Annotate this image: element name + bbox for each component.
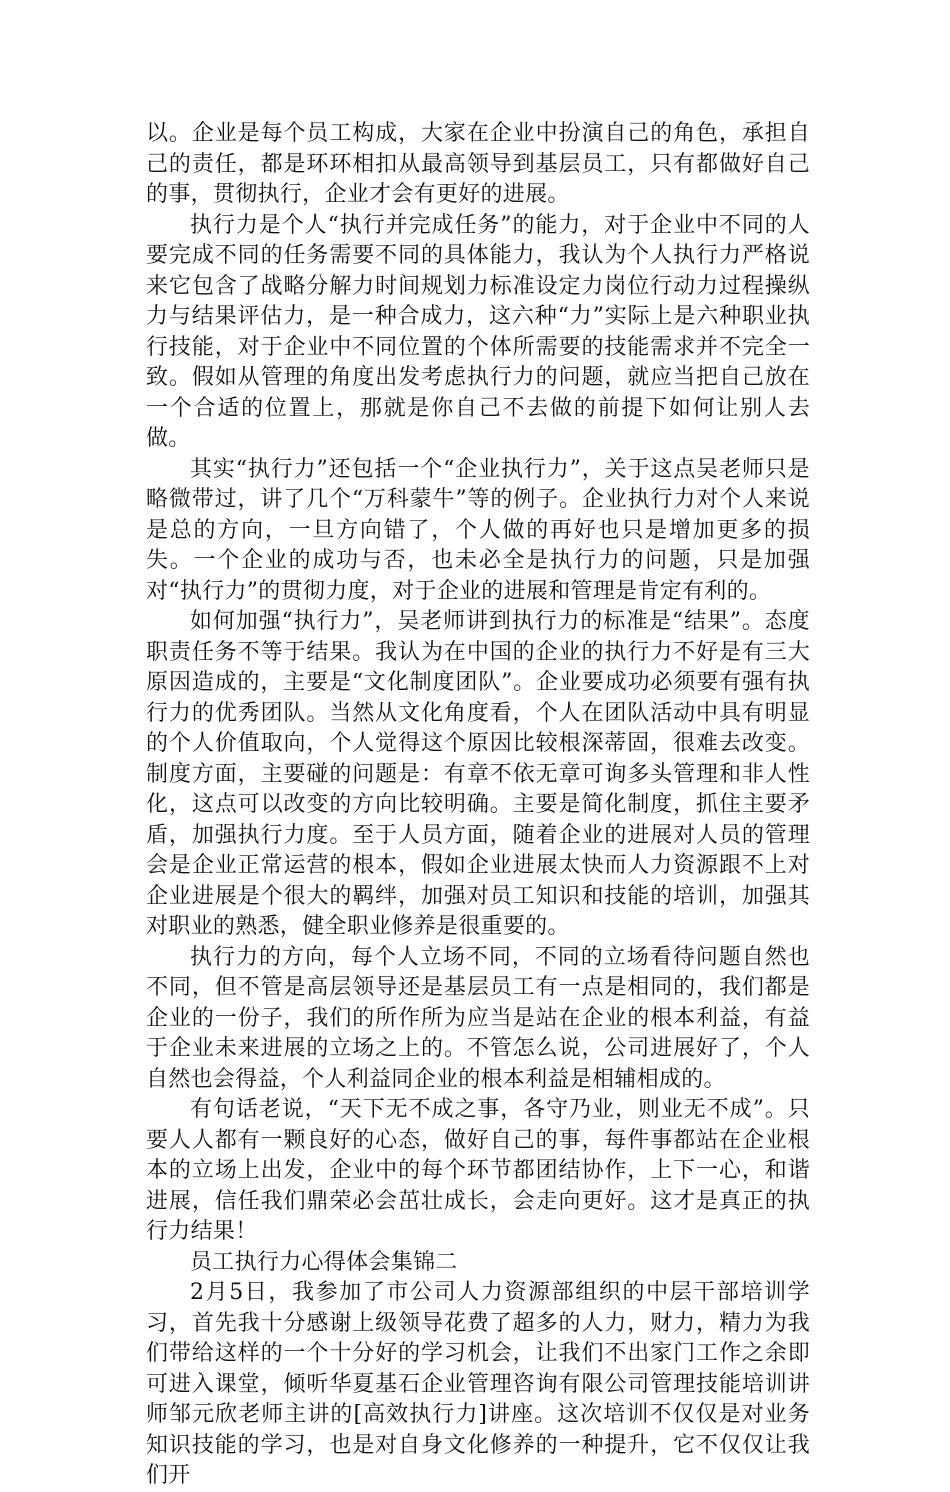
paragraph: 有句话老说，“天下无不成之事，各守乃业，则业无不成”。只要人人都有一颗良好的心态，做好自己的事，每件事都站在企业根本的立场上出发，企业中的每个环节都团结协作，上下一心，和谐进展，信任我们鼎荣必会茁壮成长，会走向更好。这才是真正的执行力结果！ — [146, 1097, 810, 1244]
section-heading: 员工执行力心得体会集锦二 — [190, 1249, 458, 1275]
paragraph: 执行力是个人“执行并完成任务”的能力，对于企业中不同的人要完成不同的任务需要不同的具体能力，我认为个人执行力严格说来它包含了战略分解力时间规划力标准设定力岗位行动力过程操纵力与结果评估力，是一种合成力，这六种“力”实际上是六种职业执行技能，对于企业中不同位置的个体所需要的技能需求并不完全一致。假如从管理的角度出发考虑执行力的问题，就应当把自己放在一个合适的位置上，那就是你自己不去做的前提下如何让别人去做。 — [146, 212, 810, 451]
paragraph: 以。企业是每个员工构成，大家在企业中扮演自己的角色，承担自己的责任，都是环环相扣从最高领导到基层员工，只有都做好自己的事，贯彻执行，企业才会有更好的进展。 — [146, 121, 810, 207]
paragraph: 执行力的方向，每个人立场不同，不同的立场看待问题自然也不同，但不管是高层领导还是基层员工有一点是相同的，我们都是企业的一份子，我们的所作所为应当是站在企业的根本利益，有益于企业未来进展的立场之上的。不管怎么说，公司进展好了，个人自然也会得益，个人利益同企业的根本利益是相辅相成的。 — [146, 944, 810, 1092]
paragraph: 2月5日，我参加了市公司人力资源部组织的中层干部培训学习，首先我十分感谢上级领导花费了超多的人力，财力，精力为我们带给这样的一个十分好的学习机会，让我们不出家门工作之余即可进入课堂，倾听华夏基石企业管理咨询有限公司管理技能培训讲师邹元欣老师主讲的[高效执行力]讲座。这次培训不仅仅是对业务知识技能的学习，也是对自身文化修养的一种提升，它不仅仅让我们开 — [146, 1280, 810, 1488]
document-body — [146, 119, 810, 1492]
paragraph: 如何加强“执行力”，吴老师讲到执行力的标准是“结果”。态度职责任务不等于结果。我认为在中国的企业的执行力不好是有三大原因造成的，主要是“文化制度团队”。企业要成功必须要有强有执行力的优秀团队。当然从文化角度看，个人在团队活动中具有明显的个人价值取向，个人觉得这个原因比较根深蒂固，很难去改变。制度方面，主要碰的问题是：有章不依无章可询多头管理和非人性化，这点可以改变的方向比较明确。主要是简化制度，抓住主要矛盾，加强执行力度。至于人员方面，随着企业的进展对人员的管理会是企业正常运营的根本，假如企业进展太快而人力资源跟不上对企业进展是个很大的羁绊，加强对员工知识和技能的培训，加强其对职业的熟悉，健全职业修养是很重要的。 — [146, 609, 810, 939]
paragraph: 其实“执行力”还包括一个“企业执行力”，关于这点吴老师只是略微带过，讲了几个“万科蒙牛”等的例子。企业执行力对个人来说是总的方向，一旦方向错了，个人做的再好也只是增加更多的损失。一个企业的成功与否，也未必全是执行力的问题，只是加强对“执行力”的贯彻力度，对于企业的进展和管理是肯定有利的。 — [146, 456, 810, 604]
